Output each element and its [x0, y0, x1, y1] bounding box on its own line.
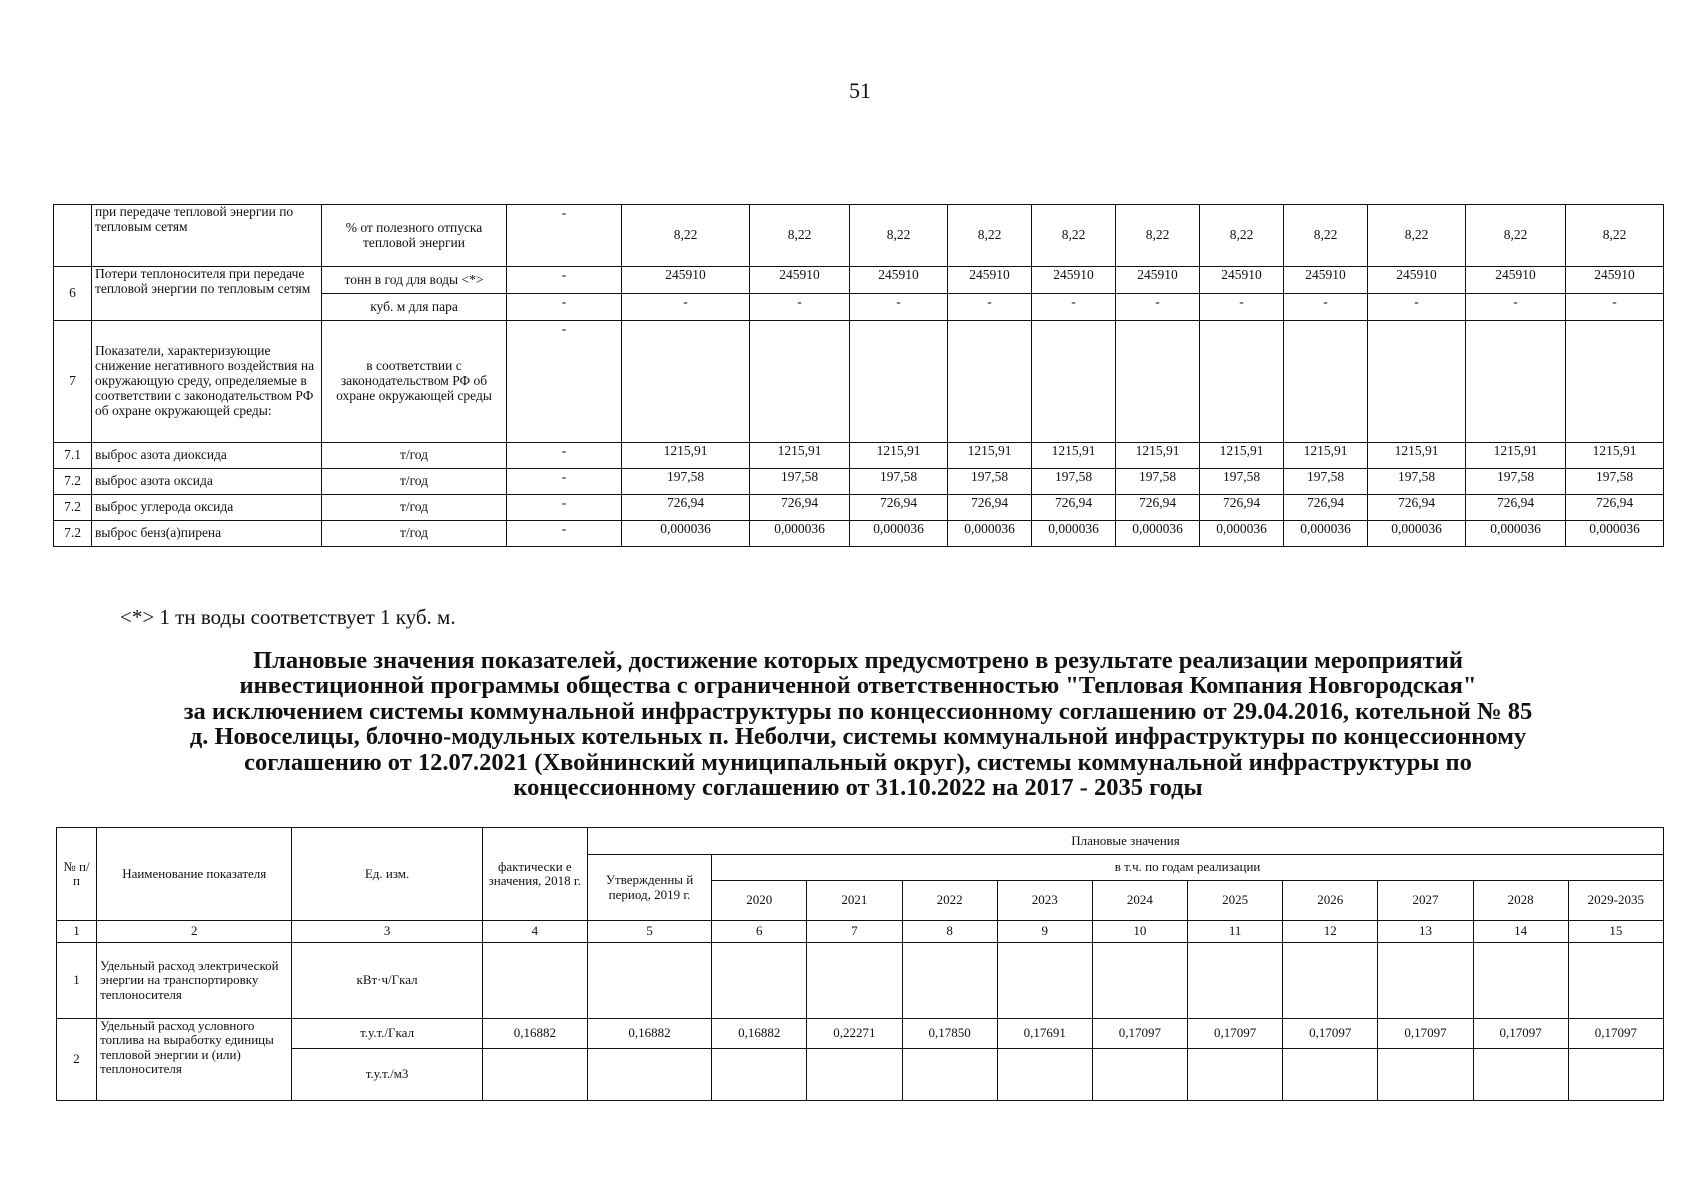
header-year: 2023 [997, 881, 1092, 921]
column-number: 4 [482, 921, 587, 943]
value-cell [1283, 943, 1378, 1019]
value-cell: 1215,91 [622, 443, 750, 469]
value-cell [712, 943, 807, 1019]
value-cell [1378, 943, 1473, 1019]
value-cell: 197,58 [1466, 469, 1566, 495]
value-cell: 1215,91 [948, 443, 1032, 469]
header-unit: Ед. изм. [292, 828, 482, 921]
heading-line: д. Новоселицы, блочно-модульных котельных п. Неболчи, системы коммунальной инфраструктуры по концессионному [189, 723, 1527, 751]
header-approved: Утвержденны й период, 2019 г. [587, 855, 711, 921]
fact-value: - [507, 294, 622, 321]
table-row [54, 267, 1664, 294]
table-row [54, 495, 1664, 521]
fact-value: - [507, 205, 622, 267]
value-cell: 0,000036 [1032, 521, 1116, 547]
value-cell: 8,22 [1566, 205, 1664, 267]
column-number: 1 [57, 921, 97, 943]
value-cell [1378, 1049, 1473, 1101]
value-cell: 8,22 [948, 205, 1032, 267]
value-cell: 726,94 [1200, 495, 1284, 521]
value-cell: 1215,91 [1032, 443, 1116, 469]
indicator-name: выброс углерода оксида [92, 495, 322, 521]
value-cell [1092, 1049, 1187, 1101]
value-cell: 0,000036 [1116, 521, 1200, 547]
value-cell: 726,94 [1032, 495, 1116, 521]
value-cell: 726,94 [1466, 495, 1566, 521]
value-cell: 245910 [1116, 267, 1200, 294]
fact-value: - [507, 443, 622, 469]
value-cell: 0,17097 [1378, 1019, 1473, 1049]
value-cell: 245910 [1566, 267, 1664, 294]
value-cell: 197,58 [1116, 469, 1200, 495]
column-number: 11 [1188, 921, 1283, 943]
value-cell [1568, 943, 1663, 1019]
value-cell: 0,000036 [1466, 521, 1566, 547]
table-row [54, 469, 1664, 495]
value-cell: 0,000036 [1284, 521, 1368, 547]
value-cell: - [1284, 294, 1368, 321]
value-cell: 197,58 [948, 469, 1032, 495]
value-cell [850, 321, 948, 443]
value-cell [1568, 1049, 1663, 1101]
value-cell: 0,17097 [1283, 1019, 1378, 1049]
row-number: 7.2 [54, 495, 92, 521]
header-name: Наименование показателя [97, 828, 292, 921]
column-number: 6 [712, 921, 807, 943]
value-cell: 726,94 [850, 495, 948, 521]
row-number [54, 205, 92, 267]
column-number: 12 [1283, 921, 1378, 943]
unit-cell: тонн в год для воды <*> [322, 267, 507, 294]
unit-cell: т/год [322, 469, 507, 495]
value-cell [997, 943, 1092, 1019]
value-cell: 1215,91 [1466, 443, 1566, 469]
footnote: <*> 1 тн воды соответствует 1 куб. м. [120, 605, 456, 629]
value-cell: 0,17097 [1092, 1019, 1187, 1049]
value-cell [1283, 1049, 1378, 1101]
header-year: 2020 [712, 881, 807, 921]
value-cell [1032, 321, 1116, 443]
value-cell: 1215,91 [1368, 443, 1466, 469]
column-number: 9 [997, 921, 1092, 943]
column-number: 3 [292, 921, 482, 943]
value-cell: 0,17097 [1568, 1019, 1663, 1049]
header-year: 2026 [1283, 881, 1378, 921]
unit-cell: куб. м для пара [322, 294, 507, 321]
value-cell: 8,22 [1368, 205, 1466, 267]
column-number: 13 [1378, 921, 1473, 943]
value-cell [1200, 321, 1284, 443]
value-cell: 0,000036 [1566, 521, 1664, 547]
value-cell [482, 1049, 587, 1101]
header-year: 2028 [1473, 881, 1568, 921]
value-cell [1473, 943, 1568, 1019]
header-year: 2022 [902, 881, 997, 921]
fact-value: - [507, 321, 622, 443]
value-cell: 1215,91 [1116, 443, 1200, 469]
heading-line: инвестиционной программы общества с ограниченной ответственностью "Тепловая Компания Новгородская" [239, 672, 1477, 700]
unit-cell: т/год [322, 521, 507, 547]
value-cell [1188, 1049, 1283, 1101]
table-row [54, 443, 1664, 469]
value-cell: 1215,91 [850, 443, 948, 469]
column-number: 15 [1568, 921, 1663, 943]
value-cell: 0,22271 [807, 1019, 902, 1049]
header-planned: Плановые значения [587, 828, 1663, 855]
value-cell: 197,58 [1032, 469, 1116, 495]
value-cell: 0,000036 [622, 521, 750, 547]
value-cell: 0,000036 [850, 521, 948, 547]
table-row [54, 521, 1664, 547]
value-cell: 1215,91 [750, 443, 850, 469]
row-number: 1 [57, 943, 97, 1019]
header-fact: фактически е значения, 2018 г. [482, 828, 587, 921]
value-cell: 197,58 [1368, 469, 1466, 495]
value-cell: 1215,91 [1284, 443, 1368, 469]
value-cell: 726,94 [948, 495, 1032, 521]
indicator-name: Показатели, характеризующие снижение негативного воздействия на окружающую среду, определяемые в соответствии с законодательством РФ об охране окружающей среды: [92, 321, 322, 443]
indicator-name: выброс азота диоксида [92, 443, 322, 469]
fact-value: - [507, 267, 622, 294]
value-cell: 8,22 [1032, 205, 1116, 267]
value-cell: 0,000036 [750, 521, 850, 547]
value-cell [622, 321, 750, 443]
table-row [54, 321, 1664, 443]
header-by-years: в т.ч. по годам реализации [712, 855, 1664, 881]
value-cell: 1215,91 [1566, 443, 1664, 469]
heading-line: Плановые значения показателей, достижение которых предусмотрено в результате реализации мероприятий [253, 647, 1463, 674]
value-cell [1473, 1049, 1568, 1101]
value-cell: 245910 [948, 267, 1032, 294]
value-cell: 245910 [850, 267, 948, 294]
value-cell: 0,16882 [712, 1019, 807, 1049]
section-heading [53, 648, 1663, 801]
value-cell: 245910 [1200, 267, 1284, 294]
column-number: 5 [587, 921, 711, 943]
value-cell: - [750, 294, 850, 321]
value-cell: 1215,91 [1200, 443, 1284, 469]
indicator-name: Удельный расход условного топлива на выработку единицы тепловой энергии и (или) теплоносителя [97, 1019, 292, 1101]
value-cell [1188, 943, 1283, 1019]
value-cell: 8,22 [1116, 205, 1200, 267]
value-cell [482, 943, 587, 1019]
value-cell: 0,000036 [1200, 521, 1284, 547]
heading-line: концессионному соглашению от 31.10.2022 на 2017 - 2035 годы [513, 774, 1203, 802]
fact-value: - [507, 469, 622, 495]
planned-values-table [56, 827, 1664, 1101]
value-cell: 245910 [750, 267, 850, 294]
unit-cell: т/год [322, 495, 507, 521]
value-cell: 0,17097 [1473, 1019, 1568, 1049]
column-number: 14 [1473, 921, 1568, 943]
value-cell [948, 321, 1032, 443]
value-cell: 0,17850 [902, 1019, 997, 1049]
column-number: 2 [97, 921, 292, 943]
value-cell [1284, 321, 1368, 443]
value-cell: - [1466, 294, 1566, 321]
row-number: 7 [54, 321, 92, 443]
column-number: 8 [902, 921, 997, 943]
value-cell [902, 943, 997, 1019]
unit-cell: в соответствии с законодательством РФ об охране окружающей среды [322, 321, 507, 443]
heading-line: соглашению от 12.07.2021 (Хвойнинский муниципальный округ), системы коммунальной инфраструктуры по [244, 748, 1472, 776]
value-cell: 0,17097 [1188, 1019, 1283, 1049]
value-cell [1466, 321, 1566, 443]
value-cell: 197,58 [750, 469, 850, 495]
value-cell: 726,94 [750, 495, 850, 521]
value-cell: 197,58 [622, 469, 750, 495]
value-cell: 726,94 [1284, 495, 1368, 521]
table-row [54, 205, 1664, 267]
indicator-name: выброс бенз(а)пирена [92, 521, 322, 547]
header-year: 2025 [1188, 881, 1283, 921]
value-cell: 726,94 [1368, 495, 1466, 521]
indicators-table-continued [53, 204, 1664, 547]
unit-cell: % от полезного отпуска тепловой энергии [322, 205, 507, 267]
value-cell: 726,94 [1566, 495, 1664, 521]
value-cell: 197,58 [1284, 469, 1368, 495]
indicator-name: Потери теплоносителя при передаче тепловой энергии по тепловым сетям [92, 267, 322, 321]
value-cell: 245910 [1284, 267, 1368, 294]
value-cell: - [1566, 294, 1664, 321]
unit-cell: т/год [322, 443, 507, 469]
approved-value: 0,16882 [587, 1019, 711, 1049]
indicator-name: выброс азота оксида [92, 469, 322, 495]
value-cell [902, 1049, 997, 1101]
value-cell: 197,58 [1566, 469, 1664, 495]
value-cell: - [1032, 294, 1116, 321]
value-cell [712, 1049, 807, 1101]
page-number: 51 [849, 78, 871, 103]
column-number: 7 [807, 921, 902, 943]
row-number: 6 [54, 267, 92, 321]
value-cell: - [1116, 294, 1200, 321]
row-number: 7.1 [54, 443, 92, 469]
header-year: 2024 [1092, 881, 1187, 921]
value-cell: - [948, 294, 1032, 321]
value-cell: 0,000036 [948, 521, 1032, 547]
value-cell: 245910 [1466, 267, 1566, 294]
value-cell [1092, 943, 1187, 1019]
value-cell: 245910 [1368, 267, 1466, 294]
heading-line: за исключением системы коммунальной инфраструктуры по концессионному соглашению от 29.04.2016, котельной № 85 [183, 697, 1533, 725]
value-cell: - [1368, 294, 1466, 321]
unit-cell: кВт·ч/Гкал [292, 943, 482, 1019]
value-cell: 245910 [1032, 267, 1116, 294]
value-cell: - [622, 294, 750, 321]
column-number: 10 [1092, 921, 1187, 943]
header-year: 2021 [807, 881, 902, 921]
value-cell: - [850, 294, 948, 321]
value-cell [997, 1049, 1092, 1101]
value-cell: 8,22 [750, 205, 850, 267]
value-cell [807, 943, 902, 1019]
value-cell [587, 1049, 711, 1101]
row-number: 7.2 [54, 469, 92, 495]
value-cell: 8,22 [850, 205, 948, 267]
value-cell: 197,58 [1200, 469, 1284, 495]
value-cell [1116, 321, 1200, 443]
value-cell: 8,22 [1200, 205, 1284, 267]
value-cell [1368, 321, 1466, 443]
value-cell: 8,22 [622, 205, 750, 267]
value-cell: 197,58 [850, 469, 948, 495]
value-cell: 8,22 [1284, 205, 1368, 267]
header-year: 2029-2035 [1568, 881, 1663, 921]
value-cell [750, 321, 850, 443]
header-no: № п/ п [57, 828, 97, 921]
value-cell [807, 1049, 902, 1101]
unit-cell: т.у.т./Гкал [292, 1019, 482, 1049]
value-cell: - [1200, 294, 1284, 321]
value-cell: 0,000036 [1368, 521, 1466, 547]
fact-value: - [507, 521, 622, 547]
value-cell: 726,94 [1116, 495, 1200, 521]
indicator-name: при передаче тепловой энергии по тепловым сетям [92, 205, 322, 267]
indicator-name: Удельный расход электрической энергии на транспортировку теплоносителя [97, 943, 292, 1019]
value-cell: 8,22 [1466, 205, 1566, 267]
fact-value: - [507, 495, 622, 521]
header-year: 2027 [1378, 881, 1473, 921]
row-number: 7.2 [54, 521, 92, 547]
value-cell: 245910 [622, 267, 750, 294]
row-number: 2 [57, 1019, 97, 1101]
value-cell [587, 943, 711, 1019]
value-cell: 726,94 [622, 495, 750, 521]
unit-cell: т.у.т./м3 [292, 1049, 482, 1101]
value-cell [1566, 321, 1664, 443]
value-cell: 0,17691 [997, 1019, 1092, 1049]
fact-value: 0,16882 [482, 1019, 587, 1049]
